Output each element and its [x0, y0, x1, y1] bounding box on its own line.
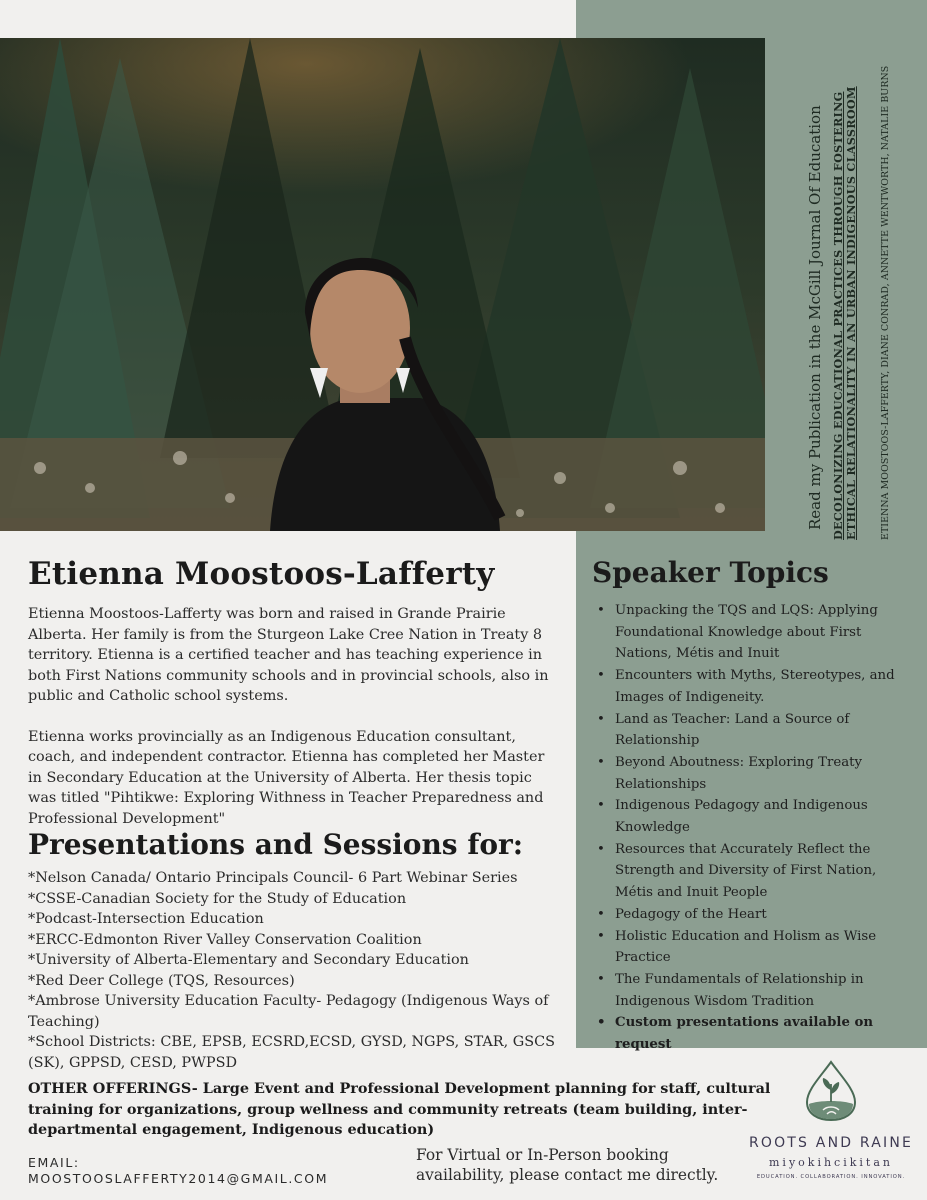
email-label: EMAIL:: [28, 1155, 80, 1170]
presentation-item: *CSSE-Canadian Society for the Study of Education: [28, 890, 407, 907]
topic-item: • Resources that Accurately Reflect the Strength and Diversity of First Nation, Métis and Inuit People: [597, 839, 912, 904]
portrait-photo: [0, 38, 765, 531]
bio-paragraph-1: Etienna Moostoos-Lafferty was born and raised in Grande Prairie Alberta. Her family is from the Sturgeon Lake Cree Nation in Treaty 8 territory. Etienna is a certified teacher and has teaching experience in both First Nations community schools and in provincial schools, also in public and Catholic school systems.: [28, 606, 549, 704]
presentation-item: *University of Alberta-Elementary and Secondary Education: [28, 952, 469, 968]
presentation-item: *Nelson Canada/ Ontario Principals Council- 6 Part Webinar Series: [28, 870, 518, 886]
publication-title-line2: ETHICAL RELATIONALITY IN AN URBAN INDIGENOUS CLASSROOM: [844, 86, 858, 540]
other-offerings: OTHER OFFERINGS- Large Event and Professional Development planning for staff, cultural training for organizations, group wellness and community retreats (team building, inter-departmental engagement, Indigenous education): [28, 1080, 771, 1138]
presentations-title: Presentations and Sessions for:: [28, 828, 524, 861]
publication-title-line1: DECOLONIZING EDUCATIONAL PRACTICES THROUGH FOSTERING: [831, 91, 845, 540]
topic-item: • Beyond Aboutness: Exploring Treaty Relationships: [597, 752, 912, 795]
water-drop-sprout-icon: [803, 1060, 859, 1122]
topic-item: • Encounters with Myths, Stereotypes, and Images of Indigeneity.: [597, 665, 912, 708]
bio-paragraph-2: Etienna works provincially as an Indigenous Education consultant, coach, and independent contractor. Etienna has completed her Master in Secondary Education at the University of Alberta. Her thesis topic was titled "Pihtikwe: Exploring Withness in Teacher Preparedness and Professional Development": [28, 728, 545, 827]
custom-presentations-note: • Custom presentations available on request: [597, 1012, 912, 1055]
topic-item: • Indigenous Pedagogy and Indigenous Knowledge: [597, 795, 912, 838]
presentation-item: *School Districts: CBE, EPSB, ECSRD,ECSD, GYSD, NGPS, STAR, GSCS (SK), GPPSD, CESD, PWPSD: [28, 1034, 555, 1071]
presentation-item: *Red Deer College (TQS, Resources): [28, 972, 295, 989]
booking-note: For Virtual or In-Person booking availability, please contact me directly.: [416, 1146, 719, 1184]
topic-item: • Unpacking the TQS and LQS: Applying Foundational Knowledge about First Nations, Métis and Inuit: [597, 600, 912, 665]
topic-item: • The Fundamentals of Relationship in Indigenous Wisdom Tradition: [597, 969, 912, 1012]
speaker-bio: [28, 604, 558, 829]
logo-name: ROOTS AND RAINE: [748, 1135, 914, 1151]
email-link[interactable]: MOOSTOOSLAFFERTY2014@GMAIL.COM: [28, 1171, 329, 1186]
presentation-item: *ERCC-Edmonton River Valley Conservation Coalition: [28, 931, 422, 948]
logo-subtitle: miyokihcikitan: [769, 1156, 893, 1169]
speaker-topics-title: Speaker Topics: [592, 556, 829, 589]
publication-intro: Read my Publication in the McGill Journal Of Education: [806, 105, 824, 530]
presentation-item: *Ambrose University Education Faculty- Pedagogy (Indigenous Ways of Teaching): [28, 993, 549, 1030]
presentations-list: [28, 868, 563, 1073]
publication-authors: ETIENNA MOOSTOOS-LAFFERTY, DIANE CONRAD, ANNETTE WENTWORTH, NATALIE BURNS: [880, 65, 891, 540]
logo-tagline: EDUCATION. COLLABORATION. INNOVATION.: [756, 1174, 906, 1180]
topic-item: • Pedagogy of the Heart: [597, 904, 912, 926]
speaker-name: Etienna Moostoos-Lafferty: [28, 556, 495, 592]
publication-title[interactable]: [832, 40, 858, 540]
topic-item: • Holistic Education and Holism as Wise Practice: [597, 926, 912, 969]
presentation-item: *Podcast-Intersection Education: [28, 911, 264, 927]
speaker-topics-list: [597, 600, 912, 1056]
topic-item: • Land as Teacher: Land a Source of Relationship: [597, 709, 912, 752]
